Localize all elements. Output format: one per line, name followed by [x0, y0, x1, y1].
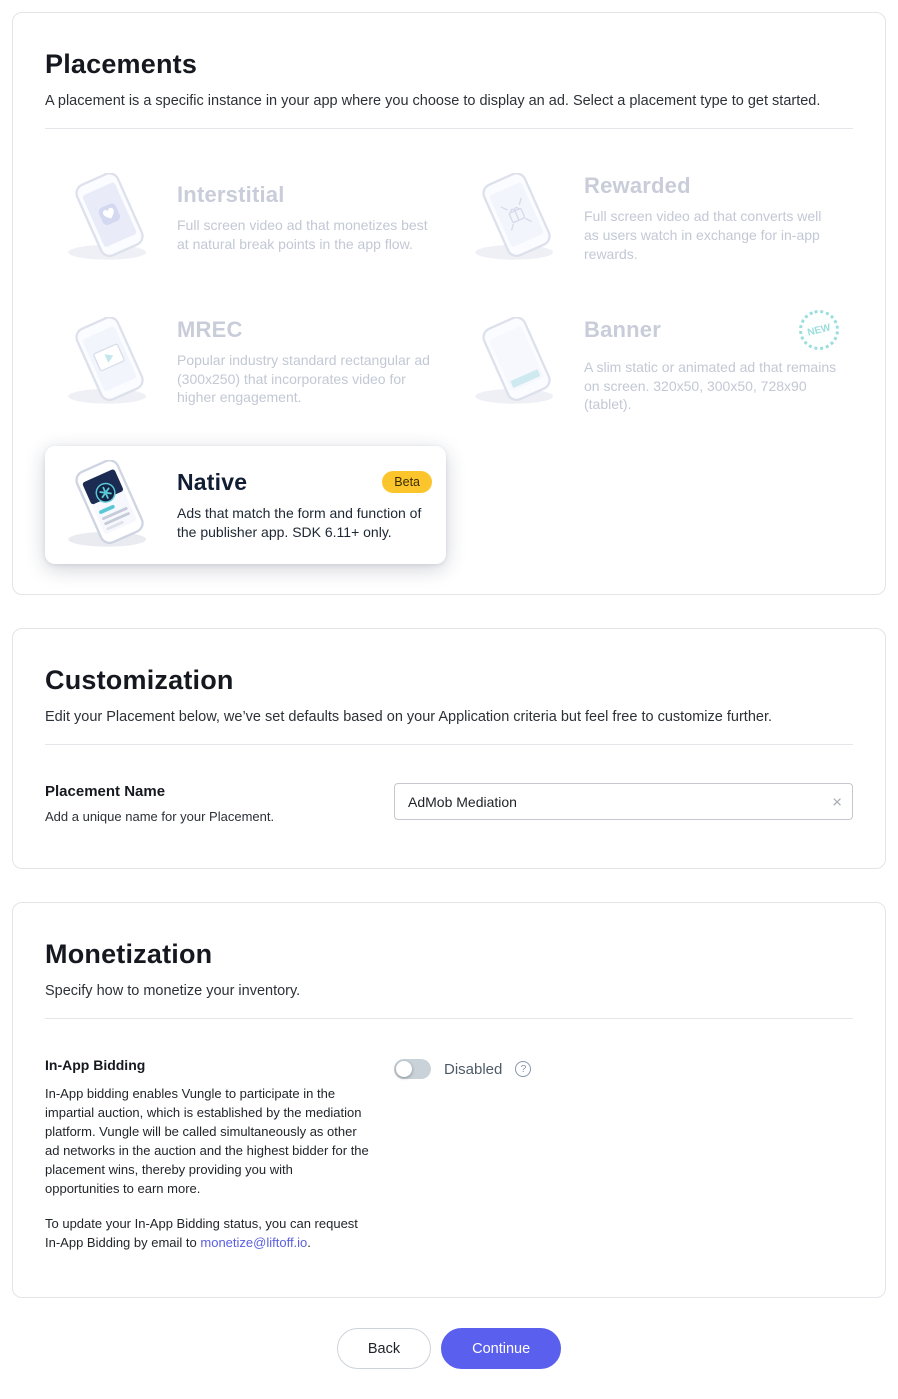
footer-actions — [0, 1328, 898, 1369]
in-app-bidding-description: In-App bidding enables Vungle to participate in the impartial auction, which is established by the mediation platform. Vungle will be called simultaneously as other ad networks in the auction and the highest bidder for the placement wins, thereby providing you with opportunities to earn more. — [45, 1086, 369, 1196]
placement-name-input-block — [394, 783, 853, 820]
placement-description: A slim static or animated ad that remains on screen. 320x50, 300x50, 728x90 (tablet). — [584, 358, 837, 413]
in-app-bidding-label-block — [45, 1057, 394, 1253]
placement-option-mrec[interactable] — [45, 296, 446, 429]
help-icon[interactable]: ? — [515, 1061, 531, 1077]
clear-input-icon[interactable]: × — [832, 792, 842, 812]
placement-title: Interstitial — [177, 182, 285, 208]
in-app-bidding-toggle[interactable] — [394, 1059, 431, 1079]
customization-subtitle: Edit your Placement below, we’ve set defaults based on your Application criteria but feel free to customize further. — [45, 709, 773, 726]
placement-description: Popular industry standard rectangular ad (300x250) that incorporates video for higher engagement. — [177, 351, 430, 406]
divider — [45, 128, 853, 129]
placement-text — [177, 469, 432, 542]
in-app-bidding-status: Disabled — [444, 1060, 503, 1078]
placement-text — [584, 310, 839, 415]
in-app-bidding-request-text — [45, 1215, 370, 1253]
placement-option-interstitial[interactable] — [45, 159, 446, 278]
divider — [45, 1018, 853, 1019]
placement-description: Ads that match the form and function of the publisher app. SDK 6.11+ only. — [177, 504, 422, 540]
placements-title: Placements — [45, 49, 198, 79]
placement-description: Full screen video ad that converts well as users watch in exchange for in-app rewards. — [584, 208, 822, 262]
beta-badge: Beta — [382, 471, 432, 493]
monetization-subtitle: Specify how to monetize your inventory. — [45, 983, 301, 1000]
placement-name-label: Placement Name — [45, 783, 166, 801]
monetization-title: Monetization — [45, 939, 213, 970]
placement-text — [177, 317, 432, 408]
in-app-bidding-control-block — [394, 1057, 853, 1079]
placement-name-helper: Add a unique name for your Placement. — [45, 809, 275, 825]
customization-section — [12, 628, 886, 869]
placement-title: Rewarded — [584, 173, 691, 198]
customization-title: Customization — [45, 665, 234, 696]
toggle-knob — [396, 1061, 412, 1077]
placements-section — [12, 12, 886, 595]
request-text: To update your In-App Bidding status, you can request In-App Bidding by email to — [45, 1216, 358, 1251]
placement-description: Full screen video ad that monetizes best at natural break points in the app flow. — [177, 217, 428, 253]
placement-type-grid — [45, 159, 853, 564]
placement-option-rewarded[interactable] — [452, 159, 853, 278]
placement-name-label-block — [45, 783, 394, 824]
placement-text — [584, 173, 839, 264]
placement-title: Banner — [584, 316, 661, 342]
continue-button[interactable]: Continue — [441, 1328, 561, 1369]
divider — [45, 744, 853, 745]
mrec-icon — [59, 317, 161, 407]
native-icon — [59, 460, 161, 550]
placements-subtitle: A placement is a specific instance in your app where you choose to display an ad. Select a placement type to get started. — [45, 93, 821, 109]
monetize-email-link[interactable]: monetize@liftoff.io — [200, 1235, 308, 1251]
in-app-bidding-row — [45, 1057, 853, 1253]
placement-text — [177, 182, 432, 254]
placement-title: MREC — [177, 316, 243, 342]
placement-option-banner[interactable] — [452, 296, 853, 429]
placement-name-input[interactable] — [394, 783, 853, 820]
back-button[interactable]: Back — [337, 1328, 431, 1369]
banner-icon — [466, 317, 568, 407]
in-app-bidding-label: In-App Bidding — [45, 1057, 146, 1074]
placement-title: Native — [177, 468, 248, 495]
monetization-section — [12, 902, 886, 1298]
placement-name-row — [45, 783, 853, 824]
placement-option-native[interactable] — [45, 446, 446, 564]
new-badge: NEW — [795, 305, 843, 353]
request-suffix: . — [307, 1235, 311, 1251]
interstitial-icon — [59, 173, 161, 263]
rewarded-icon — [466, 173, 568, 263]
